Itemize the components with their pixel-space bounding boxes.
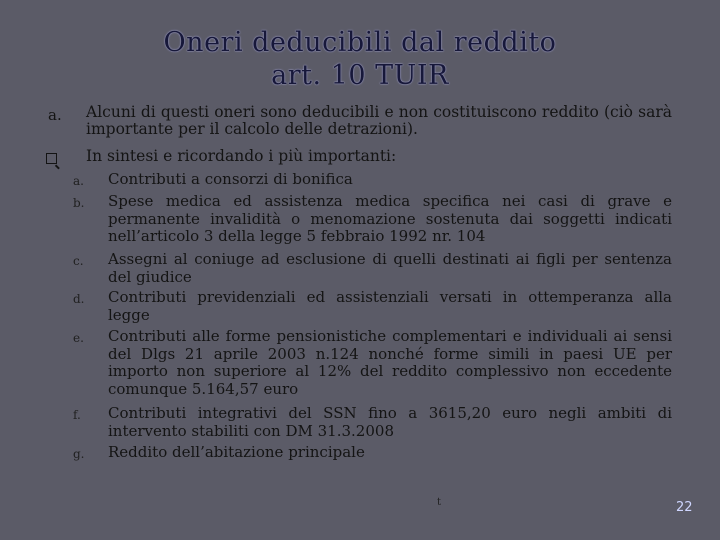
list-marker: f. (73, 408, 81, 422)
level1-marker: a. (48, 106, 62, 124)
level1-text: Alcuni di questi oneri sono deducibili e non costituiscono reddito (ciò sarà importante per il calcolo delle detrazioni). (86, 103, 672, 138)
slide-title-line1: Oneri deducibili dal reddito (163, 27, 557, 58)
list-marker: b. (73, 196, 85, 210)
list-marker: c. (73, 254, 84, 268)
page-number: 22 (676, 500, 693, 515)
list-marker: g. (73, 447, 85, 461)
list-item-text: Contributi alle forme pensionistiche complementari e individuali ai sensi del Dlgs 21 aprile 2003 n.124 nonché forme simili in paesi UE per importo non superiore al 12% del reddito complessivo non eccedente comunque 5.164,57 euro (108, 327, 672, 398)
level1-text: In sintesi e ricordando i più importanti: (86, 147, 397, 165)
list-item-text: Reddito dell’abitazione principale (108, 443, 365, 461)
list-item-text: Contributi integrativi del SSN fino a 3615,20 euro negli ambiti di intervento stabiliti con DM 31.3.2008 (108, 404, 672, 440)
list-item-text: Contributi previdenziali ed assistenziali versati in ottemperanza alla legge (108, 288, 672, 324)
list-item-text: Spese medica ed assistenza medica specifica nei casi di grave e permanente invalidità o menomazione sostenuta dai soggetti indicati nell’articolo 3 della legge 5 febbraio 1992 nr. 104 (108, 192, 672, 246)
list-marker: a. (73, 174, 84, 188)
list-marker: e. (73, 331, 84, 345)
list-item-text: Assegni al coniuge ad esclusione di quelli destinati ai figli per sentenza del giudice (108, 250, 672, 286)
footer-mark: t (437, 497, 442, 508)
q-bullet-icon (46, 149, 57, 167)
list-marker: d. (73, 292, 85, 306)
list-item-text: Contributi a consorzi di bonifica (108, 170, 353, 188)
slide-title-line2: art. 10 TUIR (271, 60, 449, 91)
